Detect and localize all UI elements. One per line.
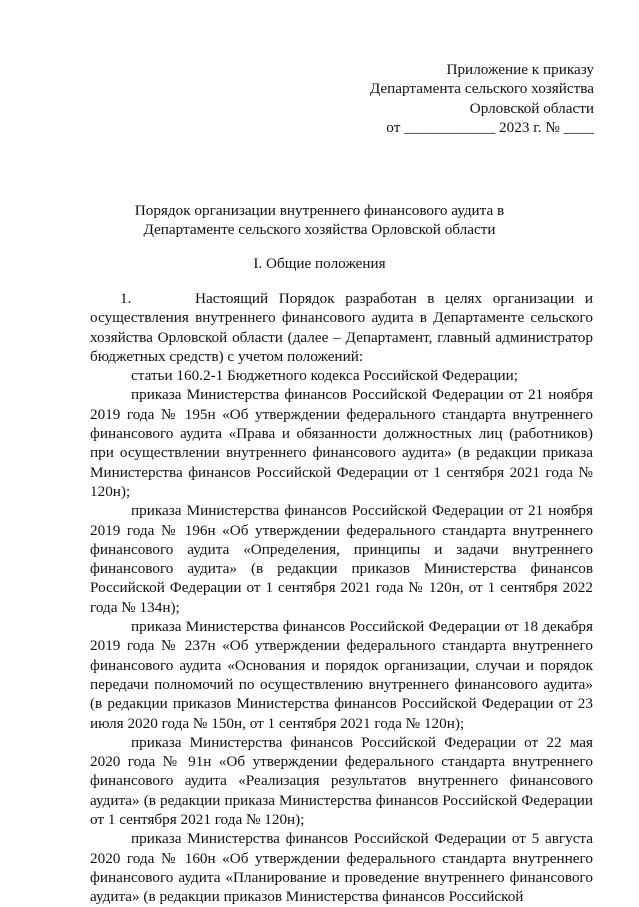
approval-block	[370, 60, 594, 137]
paragraph-5: приказа Министерства финансов Российской Федерации от 18 декабря 2019 года № 237н «Об утверждении федерального стандарта внутреннего финансового аудита «Основания и порядок организации, случаи и порядок передачи полномочий по осуществлению внутреннего финансового аудита» (в редакции приказов Министерства финансов Российской Федерации от 23 июля 2020 года № 150н, от 1 сентября 2021 года № 120н);	[90, 618, 593, 732]
document-body	[90, 289, 597, 907]
document-title: Порядок организации внутреннего финансового аудита в Департаменте сельского хозяйства Орловской области	[134, 202, 505, 239]
approval-line-1: Приложение к приказу	[446, 61, 594, 78]
paragraph-7: приказа Министерства финансов Российской Федерации от 5 августа 2020 года № 160н «Об утверждении федерального стандарта внутреннего финансового аудита «Планирование и проведение внутреннего финансового аудита» (в редакции приказов Министерства финансов Российской	[90, 830, 593, 906]
paragraph-1: 1. Настоящий Порядок разработан в целях организации и осуществления внутреннего финансового аудита в Департаменте сельского хозяйства Орловской области (далее – Департамент, главный администратор бюджетных средств) с учетом положений:	[90, 290, 597, 365]
section-heading: I. Общие положения	[253, 255, 386, 272]
approval-line-4: от ____________ 2023 г. № ____	[386, 118, 594, 136]
approval-line-3: Орловской области	[469, 99, 594, 117]
paragraph-2: статьи 160.2-1 Бюджетного кодекса Российской Федерации;	[131, 367, 518, 385]
paragraph-3: приказа Министерства финансов Российской Федерации от 21 ноября 2019 года № 195н «Об утверждении федерального стандарта внутреннего финансового аудита «Права и обязанности должностных лиц (работников) при осуществлении внутреннего финансового аудита» (в редакции приказа Министерства финансов Российской Федерации от 1 сентября 2021 года № 120н);	[90, 386, 593, 500]
paragraph-4: приказа Министерства финансов Российской Федерации от 21 ноября 2019 года № 196н «Об утверждении федерального стандарта внутреннего финансового аудита «Определения, принципы и задачи внутреннего финансового аудита» (в редакции приказов Министерства финансов Российской Федерации от 1 сентября 2021 года № 120н, от 1 сентября 2022 года № 134н);	[90, 502, 593, 616]
approval-line-2: Департамента сельского хозяйства	[369, 80, 594, 98]
paragraph-6: приказа Министерства финансов Российской Федерации от 22 мая 2020 года № 91н «Об утверждении федерального стандарта внутреннего финансового аудита «Реализация результатов внутреннего финансового аудита» (в редакции приказа Министерства финансов Российской Федерации от 1 сентября 2021 года № 120н);	[90, 733, 593, 829]
